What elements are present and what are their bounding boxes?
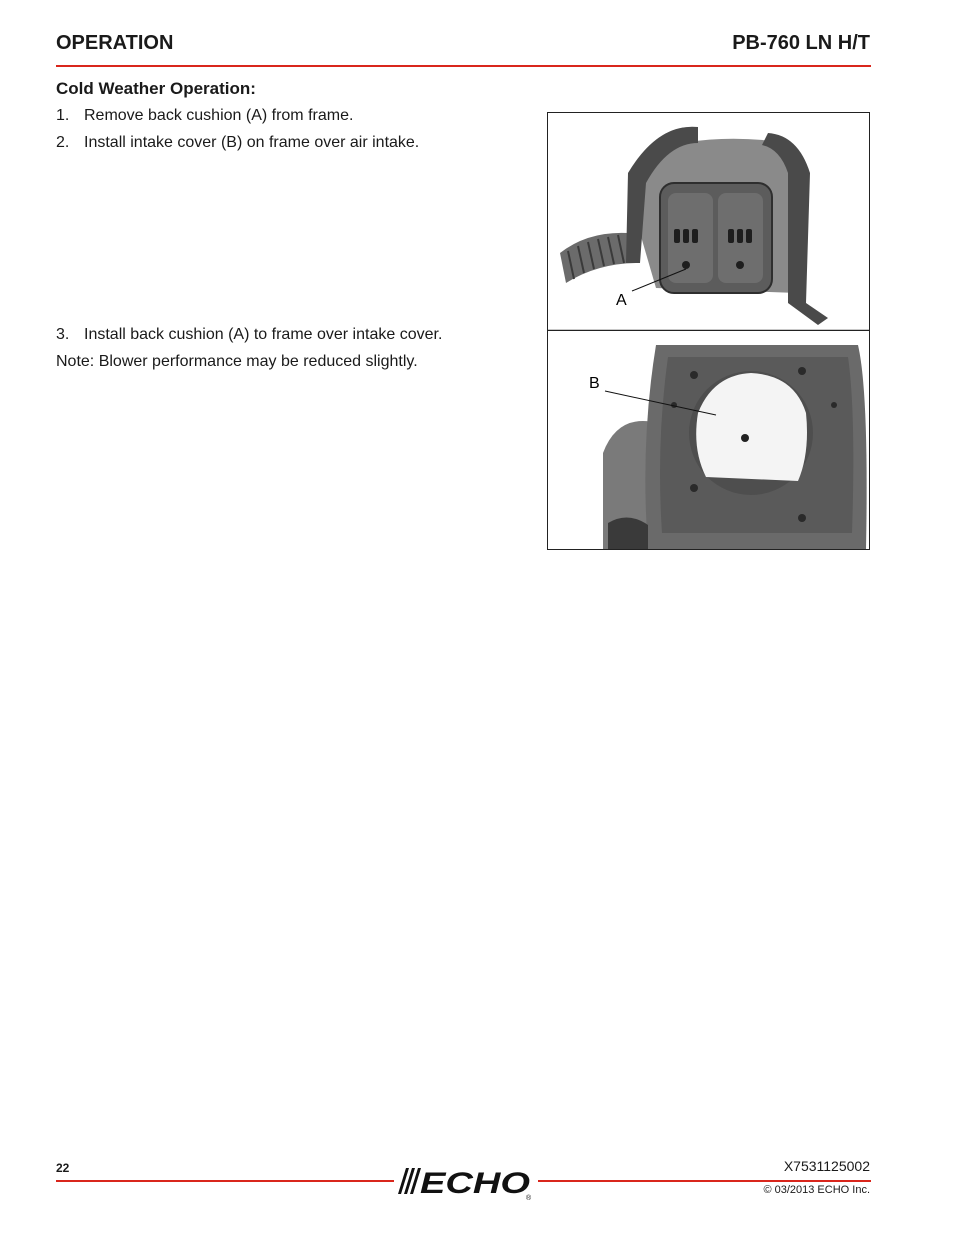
backpack-frame-image: [548, 113, 869, 330]
intake-cover-image: [548, 331, 869, 549]
section-title: Cold Weather Operation:: [56, 79, 256, 98]
step-number: 3.: [56, 326, 70, 343]
instruction-figure: [547, 112, 870, 550]
footer-divider-right: [538, 1180, 871, 1182]
header-divider: [56, 65, 871, 67]
footer-divider-left: [56, 1180, 394, 1182]
step-1: [56, 107, 353, 125]
registered-mark: ®: [526, 1195, 532, 1202]
step-number: 1.: [56, 107, 70, 124]
document-code: X7531125002: [783, 1158, 870, 1174]
label-b: B: [589, 375, 600, 392]
echo-logo: [392, 1164, 540, 1202]
model-name: PB-760 LN H/T: [732, 32, 870, 54]
step-text: Install back cushion (A) to frame over intake cover.: [84, 326, 443, 343]
page-number: 22: [56, 1161, 70, 1175]
step-text: Install intake cover (B) on frame over air intake.: [84, 134, 420, 151]
label-a: A: [616, 292, 627, 309]
note-text: Note: Blower performance may be reduced slightly.: [56, 353, 418, 370]
step-text: Remove back cushion (A) from frame.: [84, 107, 354, 124]
section-header: OPERATION: [56, 32, 174, 54]
logo-wordmark: ECHO: [420, 1167, 530, 1200]
figure-illustration: [548, 113, 869, 549]
step-number: 2.: [56, 134, 70, 151]
step-3: [56, 326, 442, 344]
step-2: [56, 134, 419, 152]
copyright: © 03/2013 ECHO Inc.: [763, 1184, 870, 1196]
